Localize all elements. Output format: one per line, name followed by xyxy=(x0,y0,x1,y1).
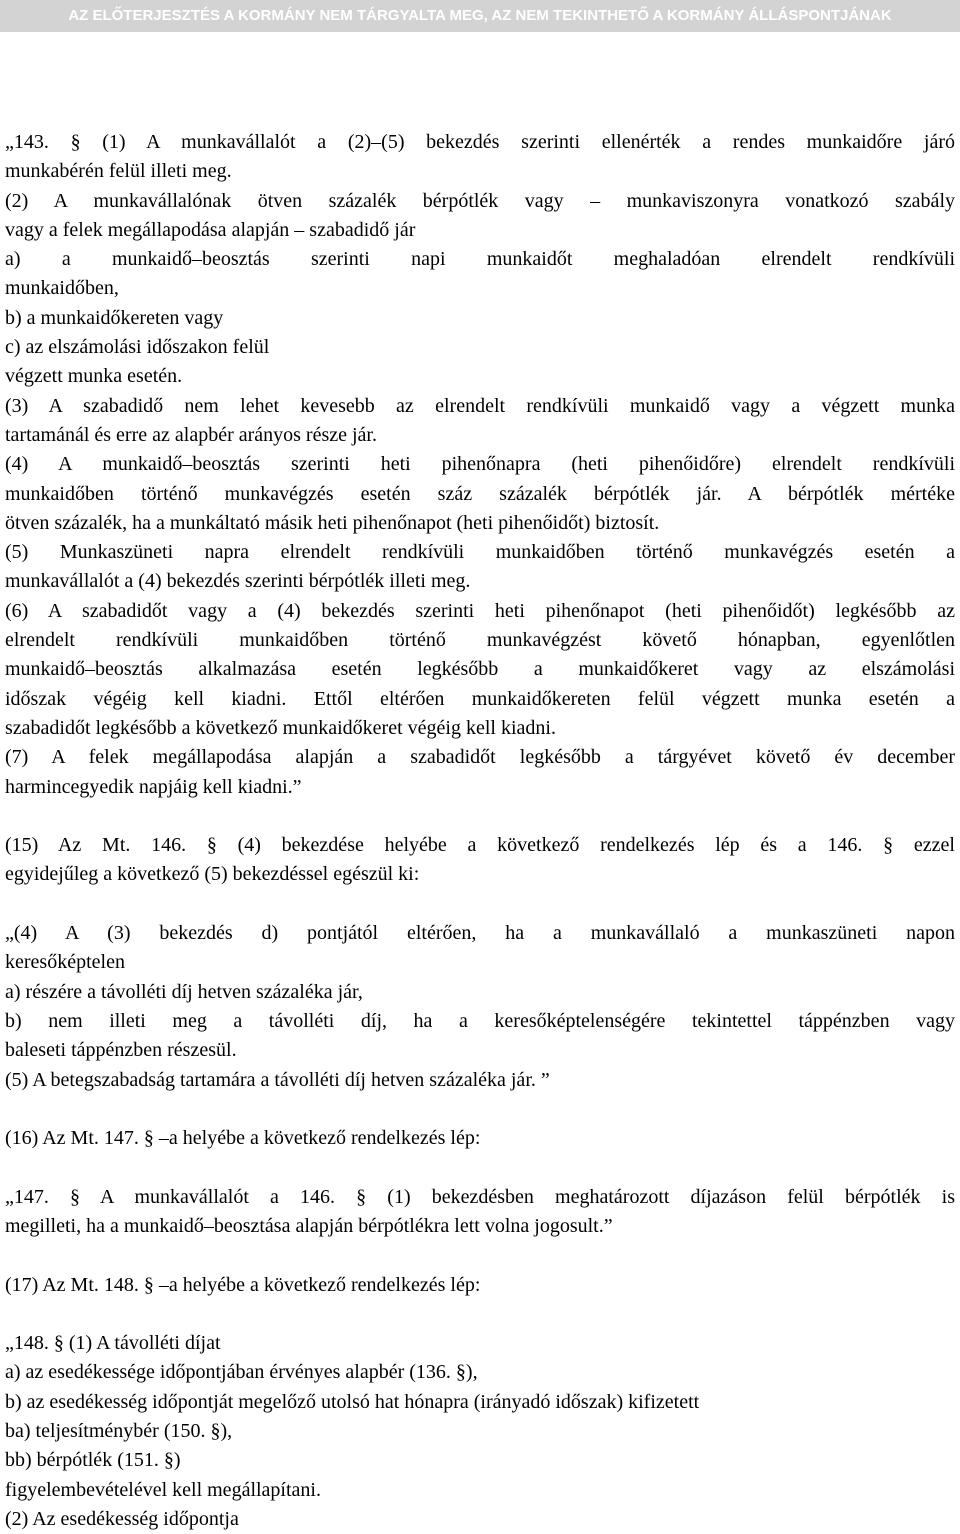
blank-line xyxy=(5,1095,955,1124)
text-line: (17) Az Mt. 148. § –a helyébe a következő rendelkezés lép: xyxy=(5,1273,481,1296)
text-line: (2) A munkavállalónak ötven százalék bérpótlék vagy – munkaviszonyra vonatkozó szabály xyxy=(5,189,955,212)
text-line: baleseti táppénzben részesül. xyxy=(5,1039,237,1062)
text-line: (16) Az Mt. 147. § –a helyébe a következő rendelkezés lép: xyxy=(5,1127,481,1150)
text-line: b) a munkaidőkereten vagy xyxy=(5,306,224,329)
text-line: (7) A felek megállapodása alapján a szabadidőt legkésőbb a tárgyévet követő év december xyxy=(5,746,955,769)
text-line: keresőképtelen xyxy=(5,951,125,974)
text-line: elrendelt rendkívüli munkaidőben történő munkavégzést követő hónapban, egyenlőtlen xyxy=(5,629,955,652)
blank-line xyxy=(5,1300,955,1329)
text-line: c) az elszámolási időszakon felül xyxy=(5,336,270,359)
text-line: b) az esedékesség időpontját megelőző utolsó hat hónapra (irányadó időszak) kifizetett xyxy=(5,1390,700,1413)
text-line: munkaidőben történő munkavégzés esetén száz százalék bérpótlék jár. A bérpótlék mértéke xyxy=(5,482,955,505)
text-line: vagy a felek megállapodása alapján – szabadidő jár xyxy=(5,218,416,241)
text-line: megilleti, ha a munkaidő–beosztása alapján bérpótlékra lett volna jogosult.” xyxy=(5,1214,613,1237)
text-line: a) a munkaidő–beosztás szerinti napi munkaidőt meghaladóan elrendelt rendkívüli xyxy=(5,248,955,271)
text-line: (6) A szabadidőt vagy a (4) bekezdés szerinti heti pihenőnapot (heti pihenőidőt) legkésőbb az xyxy=(5,599,955,622)
text-line: ötven százalék, ha a munkáltató másik heti pihenőnapot (heti pihenőidőt) biztosít. xyxy=(5,511,660,534)
text-line: (4) A munkaidő–beosztás szerinti heti pihenőnapra (heti pihenőidőre) elrendelt rendkívüli xyxy=(5,453,955,476)
text-line: (2) Az esedékesség időpontja xyxy=(5,1507,239,1530)
text-line: figyelembevételével kell megállapítani. xyxy=(5,1478,321,1501)
text-line: (5) A betegszabadság tartamára a távolléti díj hetven százaléka jár. ” xyxy=(5,1068,550,1091)
document-body xyxy=(5,128,955,1534)
blank-line xyxy=(5,1153,955,1182)
text-line: munkabérén felül illeti meg. xyxy=(5,160,232,183)
text-line: munkaidő–beosztás alkalmazása esetén legkésőbb a munkaidőkeret vagy az elszámolási xyxy=(5,658,955,681)
text-line: (15) Az Mt. 146. § (4) bekezdése helyébe a következő rendelkezés lép és a 146. § ezzel xyxy=(5,834,955,857)
text-line: (3) A szabadidő nem lehet kevesebb az elrendelt rendkívüli munkaidő vagy a végzett munka xyxy=(5,394,955,417)
text-line: „148. § (1) A távolléti díjat xyxy=(5,1332,221,1355)
text-line: „143. § (1) A munkavállalót a (2)–(5) bekezdés szerinti ellenérték a rendes munkaidőre járó xyxy=(5,131,955,153)
text-line: munkavállalót a (4) bekezdés szerinti bérpótlék illeti meg. xyxy=(5,570,471,593)
text-line: egyidejűleg a következő (5) bekezdéssel egészül ki: xyxy=(5,863,420,886)
text-line: bb) bérpótlék (151. §) xyxy=(5,1449,181,1472)
text-line: harmincegyedik napjáig kell kiadni.” xyxy=(5,775,302,798)
text-line: „147. § A munkavállalót a 146. § (1) bekezdésben meghatározott díjazáson felül bérpótlék is xyxy=(5,1185,955,1208)
text-line: végzett munka esetén. xyxy=(5,365,183,388)
text-line: (5) Munkaszüneti napra elrendelt rendkívüli munkaidőben történő munkavégzés esetén a xyxy=(5,541,955,564)
text-line: a) részére a távolléti díj hetven százaléka jár, xyxy=(5,980,363,1003)
text-line: a) az esedékessége időpontjában érvényes alapbér (136. §), xyxy=(5,1361,478,1384)
blank-line xyxy=(5,802,955,831)
text-line: ba) teljesítménybér (150. §), xyxy=(5,1420,233,1443)
header-watermark-text: AZ ELŐTERJESZTÉS A KORMÁNY NEM TÁRGYALTA MEG, AZ NEM TEKINTHETŐ A KORMÁNY ÁLLÁSPONTJÁNAK xyxy=(68,7,892,24)
text-line: „(4) A (3) bekezdés d) pontjától eltérően, ha a munkavállaló a munkaszüneti napon xyxy=(5,922,955,945)
text-line: munkaidőben, xyxy=(5,277,119,300)
text-line: szabadidőt legkésőbb a következő munkaidőkeret végéig kell kiadni. xyxy=(5,716,556,739)
text-line: b) nem illeti meg a távolléti díj, ha a keresőképtelenségére tekintettel táppénzben vagy xyxy=(5,1009,955,1032)
text-line: időszak végéig kell kiadni. Ettől eltérően munkaidőkereten felül végzett munka esetén a xyxy=(5,687,955,710)
blank-line xyxy=(5,1241,955,1270)
page-header-banner xyxy=(0,0,960,32)
blank-line xyxy=(5,890,955,919)
text-line: tartamánál és erre az alapbér arányos része jár. xyxy=(5,423,377,446)
